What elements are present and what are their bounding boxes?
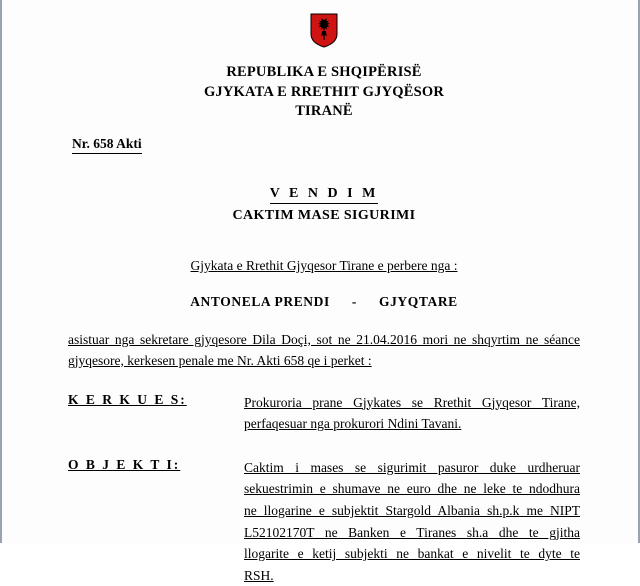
court-composition [68,258,580,274]
header-line-court: GJYKATA E RRETHIT GJYQËSOR [203,83,445,100]
session-paragraph-text: asistuar nga sekretare gjyqesore Dila Doçi, sot ne 21.04.2016 mori ne shqyrtim ne séance gjyqesore, kerkesen penale me Nr. Akti 658 qe i perket : [68,331,580,368]
judge-line [68,294,580,310]
albania-coat-of-arms-icon [309,12,339,48]
judge-role: GJYQTARE [378,293,458,309]
header-line-city: TIRANË [295,103,353,120]
row-kerkues-label: K E R K U E S: [68,391,187,407]
document-header [68,63,580,122]
row-objekti-label: O B J E K T I: [68,456,181,472]
emblem-container [68,12,580,53]
row-kerkues [68,392,580,435]
case-number-wrap [68,122,580,154]
decision-title-block [68,184,580,224]
court-composition-text: Gjykata e Rrethit Gjyqesor Tirane e perbere nga : [190,257,458,273]
page-title: V E N D I M [270,186,379,204]
header-line-republic: REPUBLIKA E SHQIPËRISË [226,64,422,80]
judge-separator: - [351,293,357,309]
row-objekti [68,457,580,586]
judge-name: ANTONELA PRENDI [190,293,330,309]
row-kerkues-value: Prokuroria prane Gjykates se Rrethit Gjyqesor Tirane, perfaqesuar nga prokurori Ndini Tavani. [244,394,580,432]
case-number: Nr. 658 Akti [72,136,142,154]
page-subtitle: CAKTIM MASE SIGURIMI [232,207,416,223]
session-paragraph [68,330,580,372]
row-objekti-value: Caktim i mases se sigurimit pasuror duke urdheruar sekuestrimin e shumave ne euro dhe ne leke te ndodhura ne llogarine e subjektit Stargold Albania sh.p.k me NIPT L52102170T ne Banken e Tiranes sh.a dhe te gjitha llogarite e ketij subjekti ne bankat e nivelit te dyte te RSH. [244,459,580,583]
